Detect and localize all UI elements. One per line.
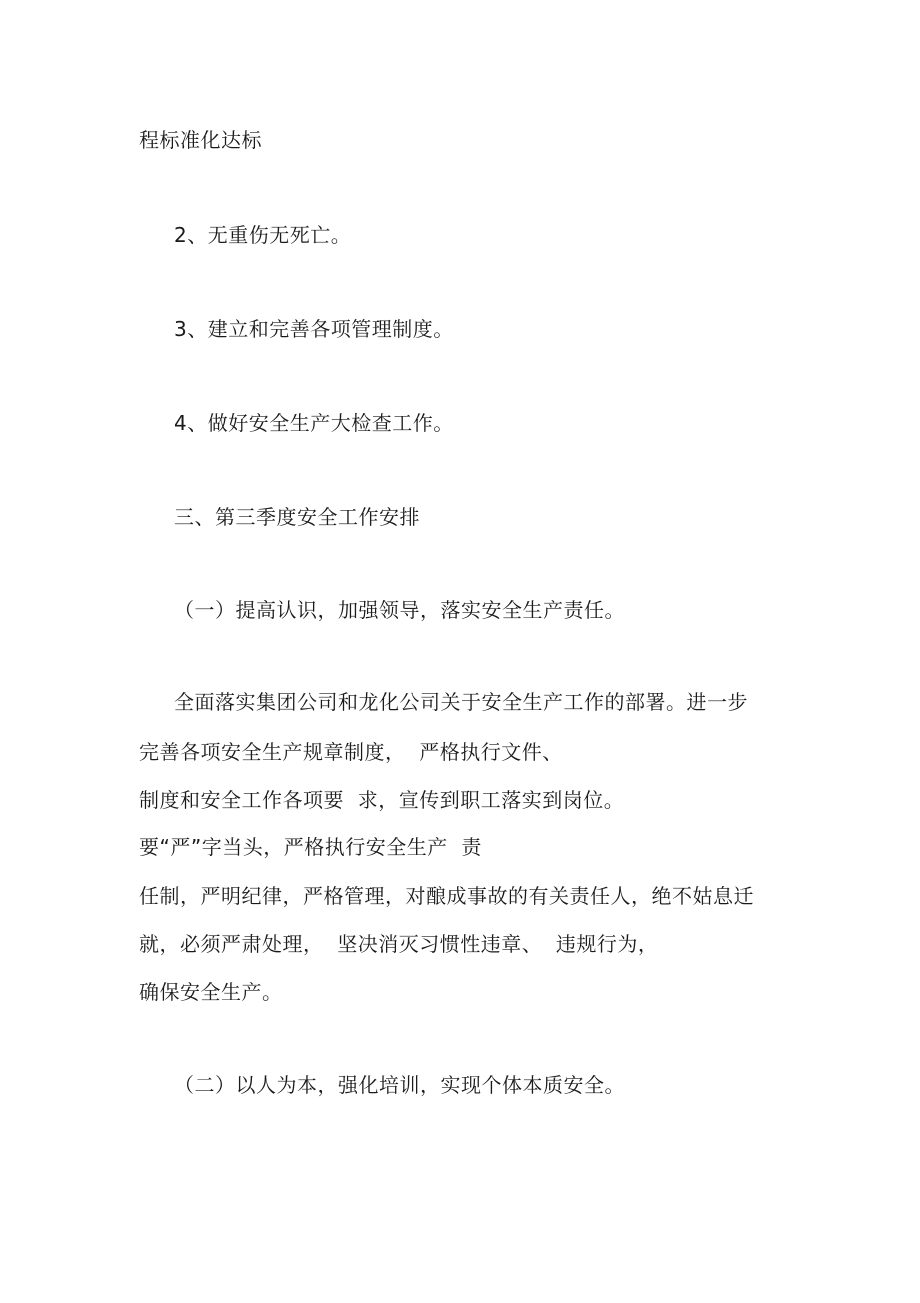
paragraph-1-line-1: 全面落实集团公司和龙化公司关于安全生产工作的部署。进一步 [174,690,748,714]
subsection-heading-2: （二）以人为本，强化培训，实现个体本质安全。 [174,1073,625,1097]
paragraph-1-line-7: 确保安全生产。 [139,980,283,1004]
goal-item-2: 2、无重伤无死亡。 [174,223,352,247]
paragraph-1-line-6: 就，必须严肃处理， 坚决消灭习惯性违章、 违规行为， [139,932,659,956]
goal-item-4: 4、做好安全生产大检查工作。 [174,411,454,435]
paragraph-1-line-2: 完善各项安全生产规章制度， 严格执行文件、 [139,740,563,764]
paragraph-1-line-3: 制度和安全工作各项要 求，宣传到职工落实到岗位。 [139,788,625,812]
goal-item-3: 3、建立和完善各项管理制度。 [174,317,454,341]
continued-heading-tail: 程标准化达标 [139,128,262,152]
section-heading-3: 三、第三季度安全工作安排 [174,505,420,529]
subsection-heading-1: （一）提高认识，加强领导，落实安全生产责任。 [174,598,625,622]
paragraph-1-line-4: 要“严”字当头，严格执行安全生产 责 [139,835,482,859]
paragraph-1-line-5: 任制，严明纪律，严格管理，对酿成事故的有关责任人，绝不姑息迁 [139,884,754,908]
